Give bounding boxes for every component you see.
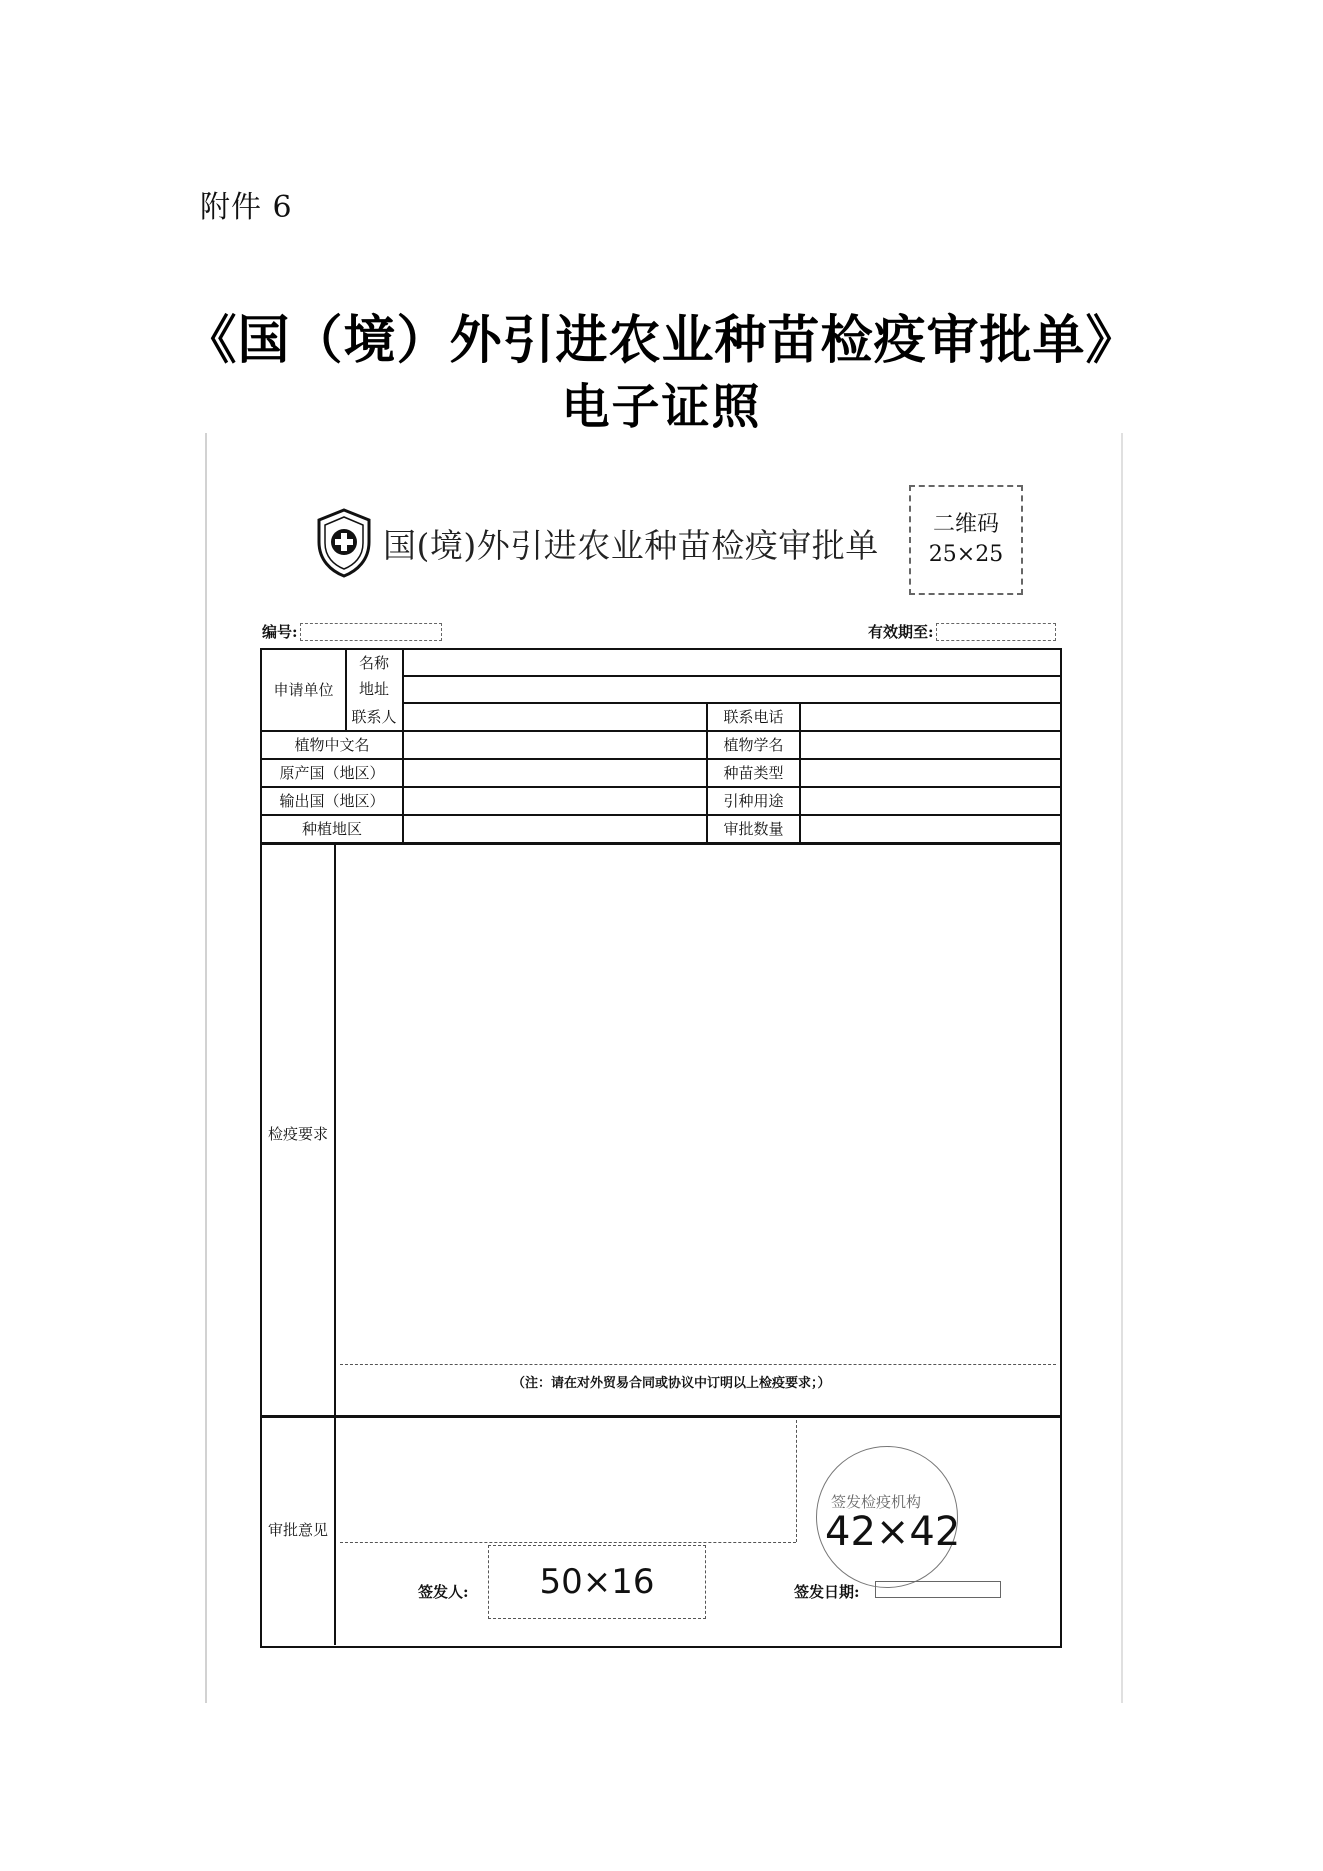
qr-size: 25×25 (928, 542, 1004, 567)
approval-content-area[interactable] (336, 1420, 716, 1540)
issue-date-label: 签发日期: (794, 1583, 860, 1601)
document-title: 《国（境）外引进农业种苗检疫审批单》 (184, 311, 1139, 371)
plant-sci-name-label: 植物学名 (723, 735, 784, 754)
valid-until-input[interactable] (936, 623, 1056, 641)
signer-label: 签发人: (418, 1583, 469, 1601)
approval-divider-h (340, 1542, 796, 1543)
sheet-right-edge (1121, 433, 1123, 1703)
quarantine-divider (340, 1364, 1056, 1365)
issue-date-input[interactable] (875, 1581, 1001, 1598)
qr-code-placeholder (909, 485, 1023, 595)
export-country-value[interactable] (404, 787, 706, 814)
seal-size: 42×42 (825, 1509, 961, 1555)
contact-phone-value[interactable] (801, 703, 1058, 730)
name-label: 名称 (358, 653, 389, 672)
address-label: 地址 (358, 680, 389, 698)
plant-sci-name-value[interactable] (801, 731, 1058, 758)
certificate-title: 国(境)外引进农业种苗检疫审批单 (383, 525, 879, 565)
planting-area-label: 种植地区 (301, 819, 362, 838)
document-subtitle: 电子证照 (561, 379, 762, 435)
seal-placeholder (816, 1446, 961, 1588)
number-field (262, 621, 442, 642)
purpose-label: 引种用途 (723, 791, 784, 810)
quarantine-note: （注：请在对外贸易合同或协议中订明以上检疫要求；） (512, 1376, 831, 1391)
attachment-label: 附件 6 (200, 190, 293, 225)
shield-emblem-icon (315, 508, 373, 578)
contact-phone-label: 联系电话 (723, 707, 784, 726)
approved-qty-value[interactable] (801, 815, 1058, 842)
origin-country-label: 原产国（地区） (279, 763, 385, 782)
quarantine-label: 检疫要求 (268, 1124, 329, 1143)
contact-person-value[interactable] (404, 703, 706, 730)
planting-area-value[interactable] (404, 815, 706, 842)
valid-until-label: 有效期至: (868, 623, 934, 641)
number-label: 编号: (262, 623, 298, 641)
approved-qty-label: 审批数量 (723, 819, 784, 838)
contact-person-label: 联系人 (351, 707, 397, 726)
number-input[interactable] (300, 623, 442, 641)
seedling-type-label: 种苗类型 (723, 763, 784, 782)
sheet-left-edge (205, 433, 207, 1703)
plant-cn-name-label: 植物中文名 (294, 735, 370, 754)
applicant-group-label: 申请单位 (273, 681, 334, 699)
origin-country-value[interactable] (404, 759, 706, 786)
quarantine-content-area[interactable] (336, 846, 1058, 1360)
valid-until-field (868, 621, 1056, 642)
seal-org-label: 签发检疫机构 (831, 1493, 922, 1511)
name-value[interactable] (404, 650, 1058, 675)
certificate-sheet (205, 433, 1123, 1703)
plant-cn-name-value[interactable] (404, 731, 706, 758)
purpose-value[interactable] (801, 787, 1058, 814)
seedling-type-value[interactable] (801, 759, 1058, 786)
approval-form-table (260, 648, 1062, 1648)
approval-divider-v (796, 1420, 797, 1542)
address-value[interactable] (404, 676, 1058, 702)
export-country-label: 输出国（地区） (279, 791, 385, 810)
qr-label: 二维码 (932, 512, 999, 537)
certificate-header (315, 505, 879, 581)
signer-box[interactable]: 50×16 (488, 1545, 706, 1619)
approval-label: 审批意见 (268, 1520, 329, 1539)
